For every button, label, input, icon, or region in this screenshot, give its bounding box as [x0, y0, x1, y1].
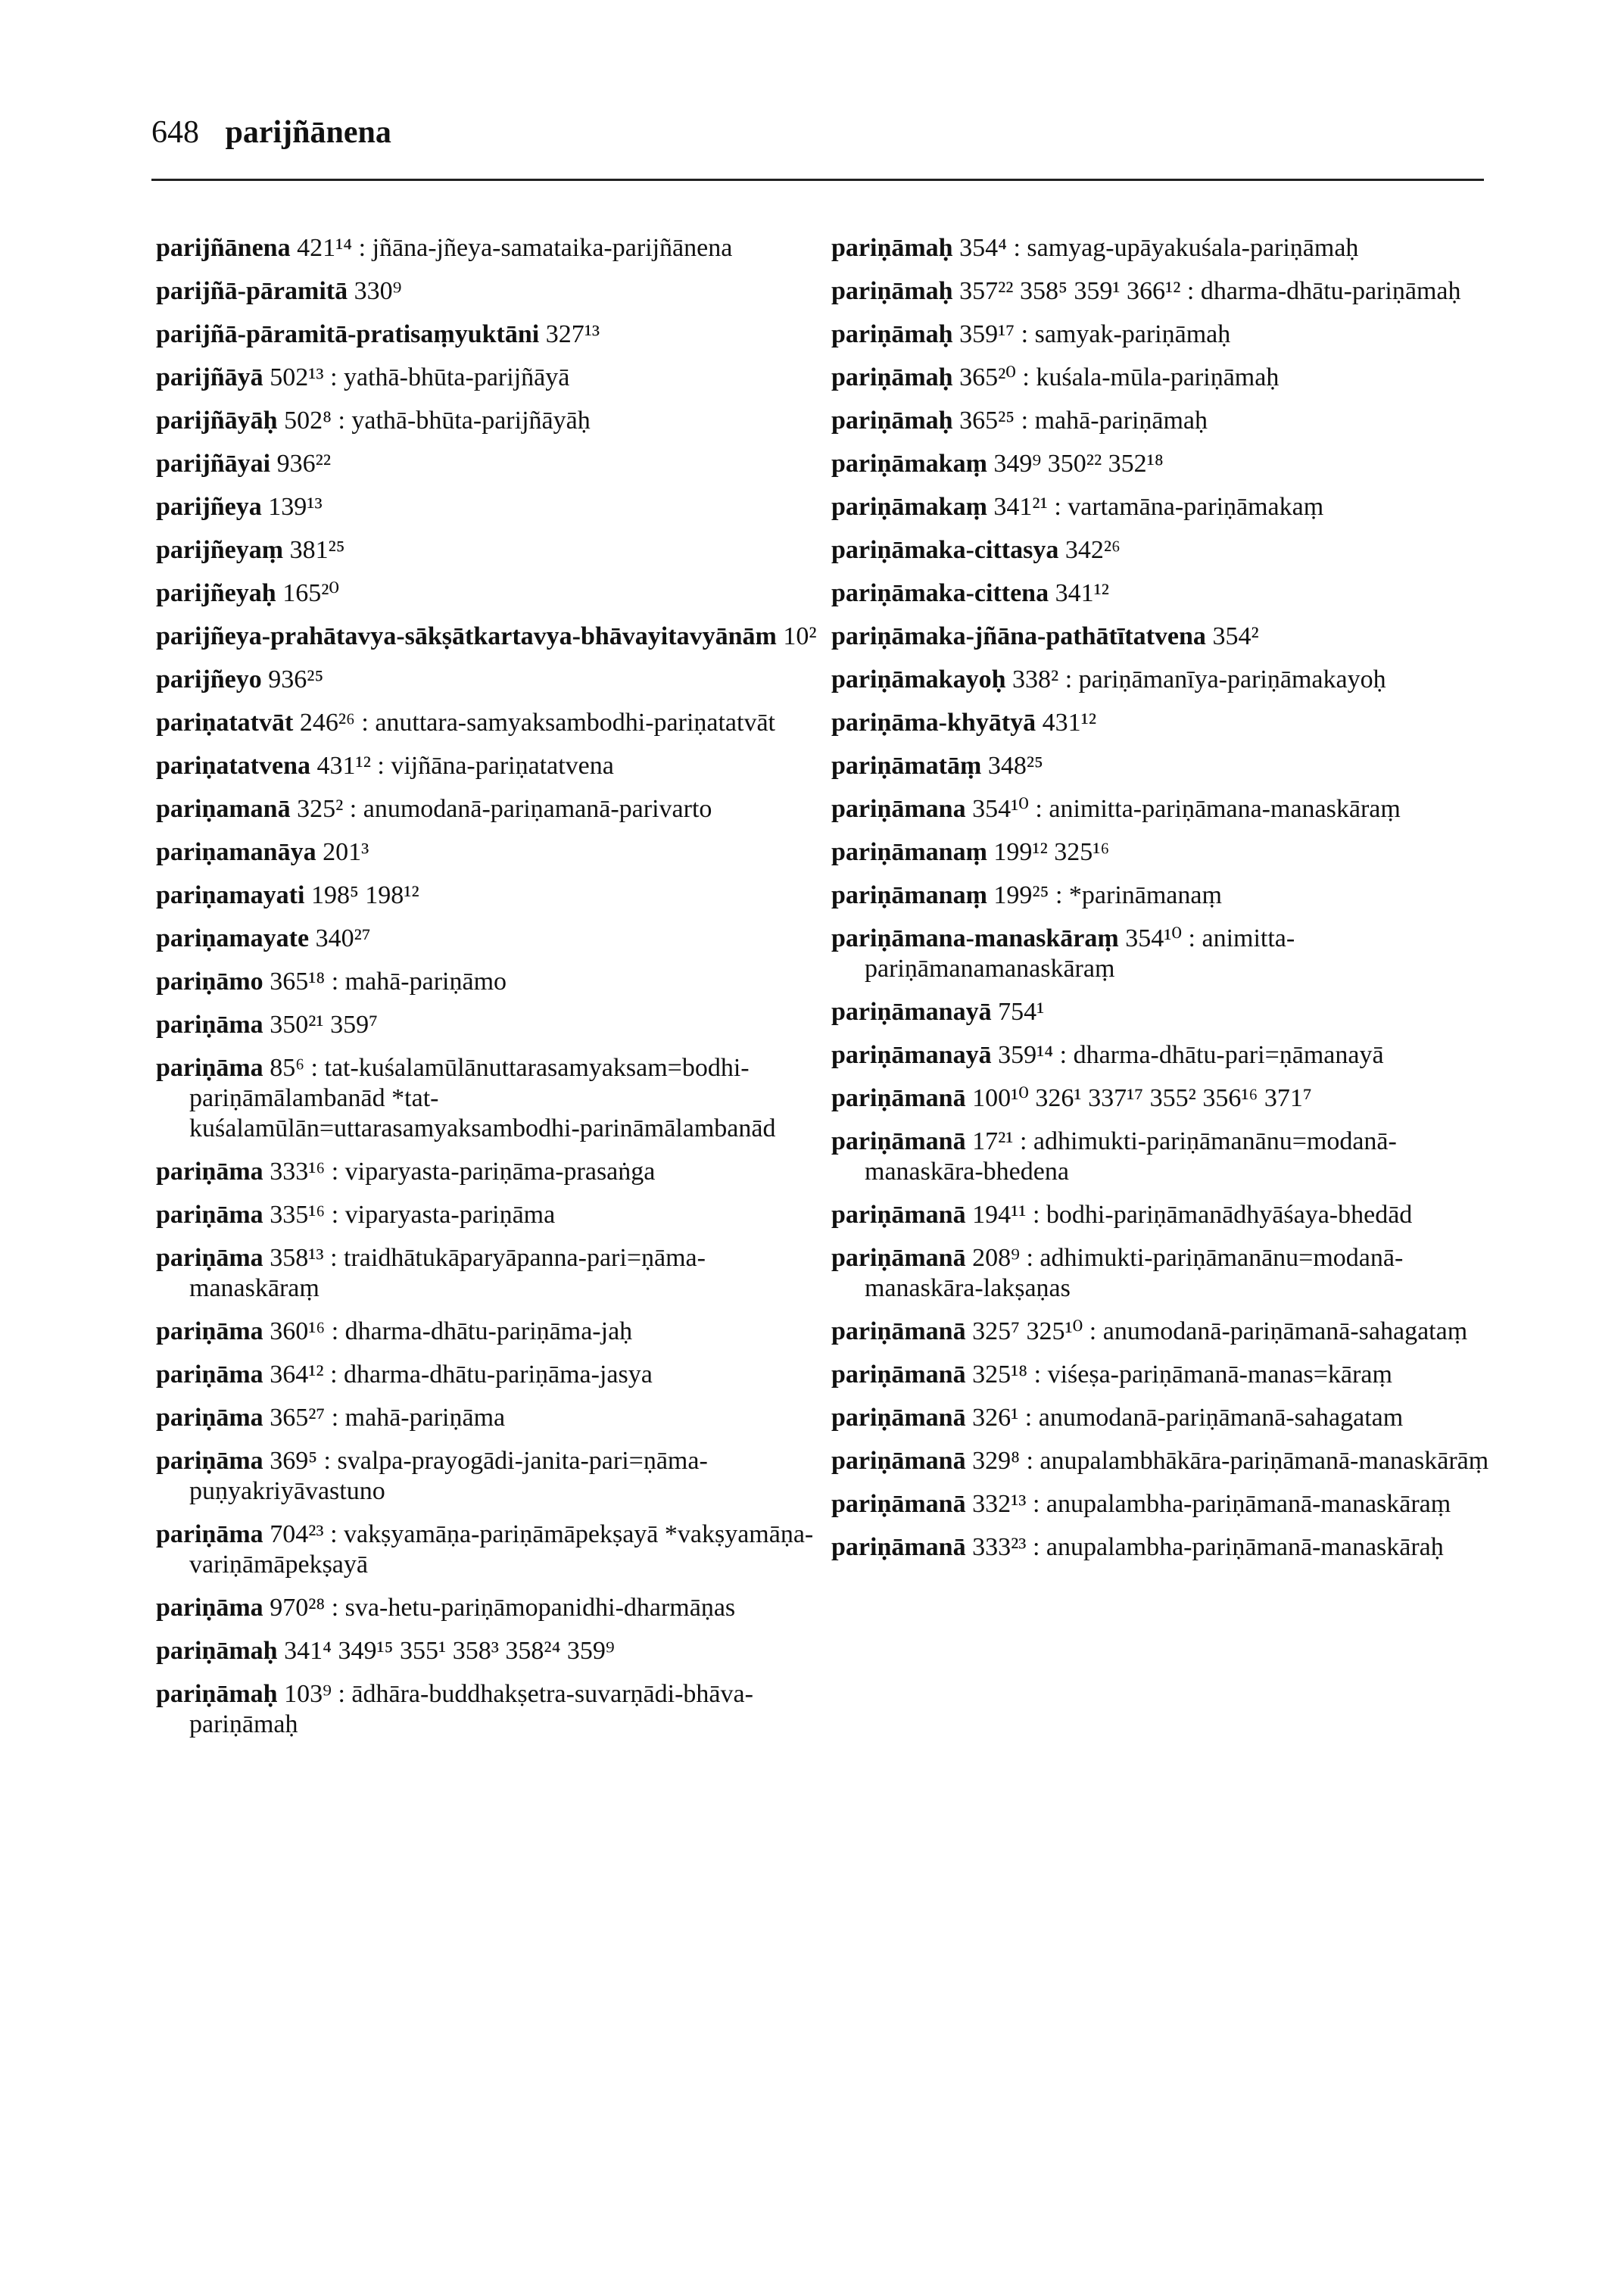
entry-references: 360¹⁶: [270, 1317, 326, 1345]
index-entry: [831, 233, 1498, 263]
entry-compound: : viśeṣa-pariṇāmanā-manas=kāraṃ: [1027, 1361, 1392, 1389]
entry-lemma: parijñāyā: [156, 363, 263, 391]
index-entry: [831, 1360, 1498, 1390]
entry-references: 246²⁶: [299, 709, 355, 737]
entry-compound: : sva-hetu-pariṇāmopanidhi-dharmāṇas: [325, 1594, 736, 1622]
entry-references: 349⁹ 350²² 352¹⁸: [993, 450, 1164, 478]
entry-references: 325⁷ 325¹⁰: [972, 1317, 1083, 1345]
index-entry: [831, 1446, 1498, 1476]
entry-lemma: pariṇāma: [156, 1520, 263, 1548]
index-entry: [156, 1593, 822, 1623]
entry-lemma: pariṇāmanā: [831, 1361, 966, 1389]
index-entry: [156, 751, 822, 781]
entry-compound: : bodhi-pariṇāmanādhyāśaya-bhedād: [1026, 1201, 1413, 1229]
left-column: [156, 233, 822, 1753]
entry-lemma: parijñā-pāramitā: [156, 277, 348, 305]
entry-lemma: pariṇāmanaṃ: [831, 838, 987, 866]
entry-references: 327¹³: [545, 320, 600, 348]
entry-lemma: pariṇāma: [156, 1011, 263, 1039]
entry-compound: : samyag-upāyakuśala-pariṇāmaḥ: [1006, 234, 1359, 262]
entry-references: 338²: [1012, 665, 1059, 693]
entry-references: 381²⁵: [289, 536, 345, 564]
entry-lemma: pariṇamanāya: [156, 838, 316, 866]
index-entry: [156, 881, 822, 911]
entry-references: 936²²: [276, 450, 332, 478]
entry-compound: : anumodanā-pariṇāmanā-sahagataṃ: [1083, 1317, 1468, 1345]
entry-references: 198⁵ 198¹²: [310, 881, 419, 909]
index-entry: [156, 449, 822, 479]
running-headword: parijñānena: [225, 115, 391, 150]
entry-lemma: pariṇāmanayā: [831, 1041, 992, 1069]
entry-compound: : ādhāra-buddhakṣetra-suvarṇādi-bhāva-pariṇāmaḥ: [189, 1680, 753, 1738]
entry-lemma: pariṇāma: [156, 1317, 263, 1345]
index-entry: [831, 794, 1498, 824]
index-entry: [156, 1243, 822, 1304]
entry-lemma: pariṇatatvena: [156, 752, 310, 780]
entry-references: 17²¹: [972, 1127, 1014, 1155]
entry-compound: : animitta-pariṇāmanamanaskāraṃ: [865, 924, 1295, 983]
index-entry: [831, 1489, 1498, 1519]
entry-references: 199¹² 325¹⁶: [993, 838, 1110, 866]
entry-references: 333²³: [972, 1533, 1027, 1561]
entry-compound: : adhimukti-pariṇāmanānu=modanā-manaskāra-lakṣaṇas: [865, 1244, 1404, 1302]
index-entry: [831, 319, 1498, 350]
entry-lemma: pariṇāmaḥ: [831, 320, 953, 348]
entry-references: 704²³: [270, 1520, 324, 1548]
entry-compound: : dharma-dhātu-pariṇāma-jaḥ: [325, 1317, 633, 1345]
entry-compound: : samyak-pariṇāmaḥ: [1015, 320, 1231, 348]
entry-lemma: pariṇāma: [156, 1404, 263, 1432]
index-entry: [831, 1532, 1498, 1563]
entry-compound: : adhimukti-pariṇāmanānu=modanā-manaskāra-bhedena: [865, 1127, 1397, 1186]
entry-references: 340²⁷: [315, 924, 371, 952]
entry-lemma: pariṇāma-khyātyā: [831, 709, 1036, 737]
entry-references: 502¹³: [270, 363, 324, 391]
index-entry: [831, 1403, 1498, 1433]
index-entry: [831, 837, 1498, 868]
entry-references: 354¹⁰: [1125, 924, 1183, 952]
entry-lemma: pariṇāmaka-cittena: [831, 579, 1049, 607]
entry-references: 10²: [783, 622, 817, 650]
entry-references: 365¹⁸: [270, 968, 326, 996]
entry-references: 354¹⁰: [972, 795, 1029, 823]
entry-references: 364¹²: [270, 1361, 324, 1389]
entry-lemma: pariṇāma: [156, 1201, 263, 1229]
entry-references: 103⁹: [284, 1680, 332, 1708]
entry-lemma: parijñāyai: [156, 450, 271, 478]
index-entry: [831, 406, 1498, 436]
entry-lemma: pariṇāmo: [156, 968, 263, 996]
entry-references: 329⁸: [972, 1447, 1020, 1475]
entry-lemma: pariṇāmanā: [831, 1201, 966, 1229]
entry-references: 342²⁶: [1064, 536, 1121, 564]
entry-references: 325²: [297, 795, 344, 823]
index-entry: [831, 1127, 1498, 1187]
entry-lemma: pariṇāma: [156, 1447, 263, 1475]
entry-lemma: pariṇāmanaṃ: [831, 881, 987, 909]
entry-compound: : dharma-dhātu-pariṇāmaḥ: [1180, 277, 1461, 305]
entry-compound: : anumodanā-pariṇamanā-parivarto: [343, 795, 712, 823]
entry-references: 365²⁷: [270, 1404, 326, 1432]
index-entry: [831, 708, 1498, 738]
entry-compound: : mahā-pariṇāmaḥ: [1015, 407, 1208, 435]
entry-references: 365²⁵: [959, 407, 1015, 435]
entry-references: 936²⁵: [268, 665, 324, 693]
entry-compound: : anupalambhākāra-pariṇāmanā-manaskārāṃ: [1019, 1447, 1489, 1475]
entry-lemma: pariṇāmakaṃ: [831, 450, 987, 478]
entry-compound: : vakṣyamāṇa-pariṇāmāpekṣayā *vakṣyamāṇa-variṇāmāpekṣayā: [189, 1520, 814, 1579]
index-entry: [156, 837, 822, 868]
entry-references: 333¹⁶: [270, 1158, 326, 1186]
index-entry: [156, 622, 822, 652]
index-entry: [156, 406, 822, 436]
index-entry: [831, 1083, 1498, 1114]
page-header: [151, 114, 1484, 151]
entry-references: 165²⁰: [282, 579, 340, 607]
entry-references: 970²⁸: [270, 1594, 326, 1622]
entry-compound: : *parināmanaṃ: [1049, 881, 1222, 909]
index-entry: [156, 233, 822, 263]
index-entry: [831, 1243, 1498, 1304]
entry-references: 341¹²: [1055, 579, 1109, 607]
index-entry: [156, 1360, 822, 1390]
entry-lemma: pariṇāma: [156, 1158, 263, 1186]
entry-lemma: pariṇāmanā: [831, 1317, 966, 1345]
index-entry: [156, 665, 822, 695]
entry-lemma: pariṇāmanā: [831, 1447, 966, 1475]
entry-references: 199²⁵: [993, 881, 1049, 909]
entry-references: 354⁴: [959, 234, 1007, 262]
entry-references: 502⁸: [284, 407, 332, 435]
entry-lemma: parijñāyāḥ: [156, 407, 278, 435]
index-entry: [156, 794, 822, 824]
index-entry: [831, 449, 1498, 479]
index-entry: [831, 1200, 1498, 1230]
index-entry: [831, 881, 1498, 911]
entry-lemma: pariṇāmanā: [831, 1533, 966, 1561]
entry-lemma: pariṇāmaḥ: [831, 363, 953, 391]
entry-references: 335¹⁶: [270, 1201, 326, 1229]
index-entry: [156, 1157, 822, 1187]
entry-references: 359¹⁴: [998, 1041, 1054, 1069]
entry-lemma: pariṇāma: [156, 1244, 263, 1272]
entry-lemma: pariṇāmana-manaskāraṃ: [831, 924, 1119, 952]
entry-compound: : anumodanā-pariṇāmanā-sahagatam: [1018, 1404, 1404, 1432]
entry-compound: : yathā-bhūta-parijñāyā: [323, 363, 570, 391]
index-entry: [831, 363, 1498, 393]
entry-references: 365²⁰: [959, 363, 1016, 391]
entry-compound: : viparyasta-pariṇāma-prasaṅga: [325, 1158, 656, 1186]
entry-compound: : dharma-dhātu-pariṇāma-jasya: [323, 1361, 653, 1389]
entry-lemma: pariṇāma: [156, 1361, 263, 1389]
entry-compound: : anupalambha-pariṇāmanā-manaskāraṃ: [1026, 1490, 1451, 1518]
index-entry: [156, 924, 822, 954]
index-entry: [831, 578, 1498, 609]
entry-compound: : mahā-pariṇāmo: [325, 968, 507, 996]
entry-references: 359¹⁷: [959, 320, 1015, 348]
entry-lemma: pariṇāma: [156, 1594, 263, 1622]
entry-lemma: parijñeya-prahātavya-sākṣātkartavya-bhāvayitavyānām: [156, 622, 777, 650]
entry-compound: : pariṇāmanīya-pariṇāmakayoḥ: [1058, 665, 1386, 693]
index-entry: [156, 1519, 822, 1580]
index-entry: [156, 708, 822, 738]
entry-compound: : vijñāna-pariṇatatvena: [370, 752, 614, 780]
entry-references: 421¹⁴: [297, 234, 353, 262]
entry-references: 350²¹ 359⁷: [270, 1011, 378, 1039]
entry-compound: : anuttara-samyaksambodhi-pariṇatatvāt: [354, 709, 775, 737]
entry-compound: : kuśala-mūla-pariṇāmaḥ: [1015, 363, 1280, 391]
entry-lemma: pariṇāmana: [831, 795, 966, 823]
entry-references: 330⁹: [354, 277, 402, 305]
entry-references: 201³: [323, 838, 369, 866]
entry-references: 369⁵: [270, 1447, 318, 1475]
index-entry: [156, 363, 822, 393]
entry-references: 354²: [1212, 622, 1259, 650]
index-entry: [831, 751, 1498, 781]
entry-lemma: pariṇāmatāṃ: [831, 752, 982, 780]
entry-references: 139¹³: [268, 493, 323, 521]
index-entry: [156, 578, 822, 609]
entry-lemma: pariṇamanā: [156, 795, 291, 823]
entry-compound: : animitta-pariṇāmana-manaskāraṃ: [1028, 795, 1401, 823]
entry-references: 326¹: [972, 1404, 1019, 1432]
entry-references: 358¹³: [270, 1244, 324, 1272]
entry-lemma: parijñeya: [156, 493, 262, 521]
entry-compound: : jñāna-jñeya-samataika-parijñānena: [352, 234, 733, 262]
right-column: [831, 233, 1498, 1576]
entry-lemma: pariṇāmanā: [831, 1127, 966, 1155]
index-entry: [156, 1446, 822, 1507]
entry-compound: : mahā-pariṇāma: [325, 1404, 506, 1432]
entry-lemma: pariṇamayati: [156, 881, 305, 909]
index-entry: [156, 1403, 822, 1433]
entry-references: 332¹³: [972, 1490, 1027, 1518]
index-entry: [156, 319, 822, 350]
entry-lemma: pariṇāmanā: [831, 1404, 966, 1432]
index-entry: [156, 1053, 822, 1144]
entry-lemma: pariṇāmanā: [831, 1084, 966, 1112]
index-entry: [156, 1010, 822, 1040]
index-entry: [831, 276, 1498, 307]
entry-lemma: pariṇāmaḥ: [831, 407, 953, 435]
entry-references: 100¹⁰ 326¹ 337¹⁷ 355² 356¹⁶ 371⁷: [972, 1084, 1312, 1112]
entry-lemma: parijñeyo: [156, 665, 262, 693]
entry-lemma: pariṇamayate: [156, 924, 310, 952]
index-entry: [831, 924, 1498, 984]
entry-compound: : traidhātukāparyāpanna-pari=ṇāma-manaskāraṃ: [189, 1244, 706, 1302]
entry-references: 194¹¹: [972, 1201, 1027, 1229]
index-entry: [156, 1317, 822, 1347]
entry-compound: : vartamāna-pariṇāmakaṃ: [1047, 493, 1324, 521]
entry-lemma: pariṇāmanā: [831, 1244, 966, 1272]
entry-lemma: pariṇāmanā: [831, 1490, 966, 1518]
entry-references: 208⁹: [972, 1244, 1020, 1272]
entry-lemma: parijñā-pāramitā-pratisaṃyuktāni: [156, 320, 540, 348]
entry-compound: : tat-kuśalamūlānuttarasamyaksam=bodhi-pariṇāmālambanād *tat-kuśalamūlān=uttarasamyaksambodhi-parināmālambanād: [189, 1054, 776, 1142]
entry-compound: : svalpa-prayogādi-janita-pari=ṇāma-puṇyakriyāvastuno: [189, 1447, 708, 1505]
entry-lemma: pariṇāmaḥ: [831, 277, 953, 305]
index-entry: [831, 997, 1498, 1027]
entry-references: 348²⁵: [987, 752, 1043, 780]
entry-lemma: pariṇāmaḥ: [156, 1637, 278, 1665]
entry-lemma: pariṇāmaka-cittasya: [831, 536, 1059, 564]
entry-lemma: pariṇāma: [156, 1054, 263, 1082]
entry-references: 325¹⁸: [972, 1361, 1028, 1389]
entry-lemma: pariṇāmaḥ: [156, 1680, 278, 1708]
entry-references: 431¹²: [1042, 709, 1097, 737]
index-entry: [156, 1636, 822, 1666]
index-entry: [831, 535, 1498, 566]
entry-lemma: pariṇatatvāt: [156, 709, 294, 737]
entry-references: 357²² 358⁵ 359¹ 366¹²: [959, 277, 1181, 305]
entry-lemma: pariṇāmakayoḥ: [831, 665, 1006, 693]
entry-compound: : anupalambha-pariṇāmanā-manaskāraḥ: [1026, 1533, 1444, 1561]
index-entry: [156, 1679, 822, 1740]
entry-lemma: pariṇāmaka-jñāna-pathātītatvena: [831, 622, 1206, 650]
entry-lemma: parijñeyaḥ: [156, 579, 276, 607]
index-entry: [156, 967, 822, 997]
index-entry: [156, 492, 822, 522]
index-entry: [831, 492, 1498, 522]
entry-lemma: parijñānena: [156, 234, 291, 262]
index-entry: [156, 276, 822, 307]
index-entry: [831, 622, 1498, 652]
entry-references: 85⁶: [270, 1054, 305, 1082]
index-entry: [831, 1317, 1498, 1347]
entry-lemma: pariṇāmanayā: [831, 998, 992, 1026]
page-number: 648: [151, 115, 199, 150]
entry-lemma: parijñeyaṃ: [156, 536, 284, 564]
entry-lemma: pariṇāmaḥ: [831, 234, 953, 262]
index-entry: [831, 665, 1498, 695]
entry-references: 754¹: [998, 998, 1045, 1026]
entry-compound: : dharma-dhātu-pari=ṇāmanayā: [1053, 1041, 1384, 1069]
index-entry: [831, 1040, 1498, 1071]
header-rule: [151, 179, 1484, 181]
index-entry: [156, 535, 822, 566]
index-entry: [156, 1200, 822, 1230]
entry-compound: : viparyasta-pariṇāma: [325, 1201, 556, 1229]
entry-references: 341²¹: [993, 493, 1048, 521]
entry-compound: : yathā-bhūta-parijñāyāḥ: [331, 407, 591, 435]
entry-references: 341⁴ 349¹⁵ 355¹ 358³ 358²⁴ 359⁹: [284, 1637, 615, 1665]
entry-references: 431¹²: [316, 752, 371, 780]
entry-lemma: pariṇāmakaṃ: [831, 493, 987, 521]
